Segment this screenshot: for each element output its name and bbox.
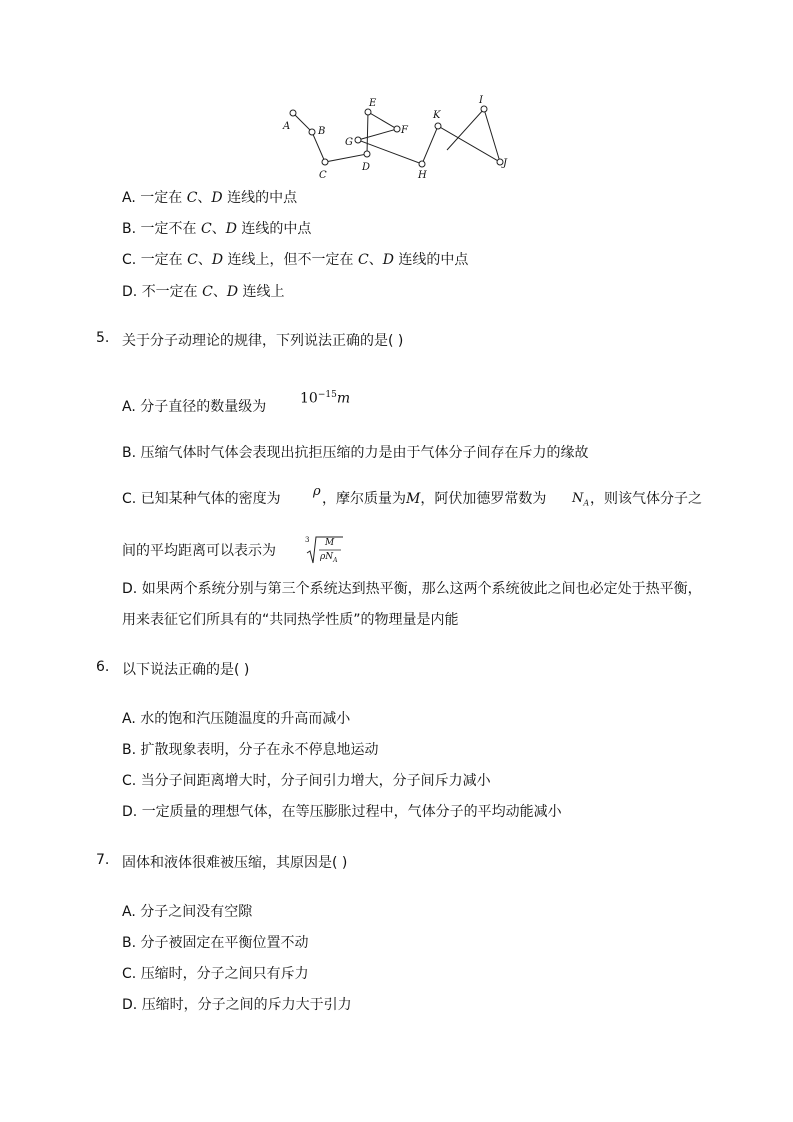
q7-option-c: C. 压缩时，分子之间只有斥力 (122, 966, 309, 982)
q5-na-symbol: $N_A$ (572, 491, 590, 508)
q5-option-a-math: $10^{-15}m$ (300, 390, 351, 407)
q4-option-b: B. 一定不在 C、D 连线的中点 (122, 221, 312, 237)
label-g: G (345, 137, 353, 148)
q4-option-c: C. 一定在 C、D 连线上，但不一定在 C、D 连线的中点 (122, 252, 469, 268)
q5-option-c-mid: ，摩尔质量为M，阿伏加德罗常数为 (322, 491, 547, 507)
q5-option-c-tail: ，则该气体分子之 (590, 491, 702, 507)
label-c: C (319, 170, 327, 181)
label-i: I (479, 95, 483, 106)
q5-option-b: B. 压缩气体时气体会表现出抗拒压缩的力是由于气体分子间存在斥力的缘故 (122, 445, 589, 461)
point-c (322, 159, 328, 165)
label-j: J (503, 158, 508, 169)
label-b: B (318, 126, 326, 137)
q5-root-formula: 3 M $\rho N_A$ (305, 533, 345, 567)
q7-option-b: B. 分子被固定在平衡位置不动 (122, 935, 309, 951)
point-a (290, 110, 296, 116)
point-h (419, 161, 425, 167)
label-k: K (433, 110, 441, 121)
particle-path-diagram (0, 0, 793, 190)
q6-option-a: A. 水的饱和汽压随温度的升高而减小 (122, 711, 351, 727)
label-f: F (401, 125, 408, 136)
q5-rho-symbol: ρ (313, 484, 321, 499)
q5-option-d-line2: 用来表征它们所具有的“共同热学性质”的物理量是内能 (122, 612, 459, 628)
q6-option-d: D. 一定质量的理想气体，在等压膨胀过程中，气体分子的平均动能减小 (122, 804, 562, 820)
q5-option-c-line1: C. 已知某种气体的密度为 (122, 491, 281, 507)
q7-option-a: A. 分子之间没有空隙 (122, 904, 253, 920)
point-g (355, 137, 361, 143)
q5-stem: 关于分子动理论的规律，下列说法正确的是( ) (122, 333, 404, 349)
point-b (309, 129, 315, 135)
q4-option-a: A. 一定在 C、D 连线的中点 (122, 190, 298, 206)
q4-option-d: D. 不一定在 C、D 连线上 (122, 284, 285, 300)
q5-option-a: A. 分子直径的数量级为 (122, 399, 267, 415)
q6-number: 6. (96, 659, 110, 675)
point-d (364, 151, 370, 157)
q7-stem: 固体和液体很难被压缩，其原因是( ) (122, 855, 348, 871)
label-e: E (369, 98, 377, 109)
point-k (435, 123, 441, 129)
q5-number: 5. (96, 330, 110, 346)
q7-option-d: D. 压缩时，分子之间的斥力大于引力 (122, 997, 352, 1013)
q5-option-c-line2: 间的平均距离可以表示为 (122, 543, 276, 559)
q6-option-b: B. 扩散现象表明，分子在永不停息地运动 (122, 742, 379, 758)
q5-option-d-line1: D. 如果两个系统分别与第三个系统达到热平衡，那么这两个系统彼此之间也必定处于热平衡， (122, 581, 702, 597)
label-h: H (418, 170, 427, 181)
q6-stem: 以下说法正确的是( ) (122, 662, 250, 678)
label-a: A (283, 121, 291, 132)
point-f (394, 126, 400, 132)
point-i (481, 106, 487, 112)
q6-option-c: C. 当分子间距离增大时，分子间引力增大，分子间斥力减小 (122, 773, 491, 789)
q7-number: 7. (96, 852, 110, 868)
label-d: D (362, 162, 371, 173)
point-e (365, 109, 371, 115)
